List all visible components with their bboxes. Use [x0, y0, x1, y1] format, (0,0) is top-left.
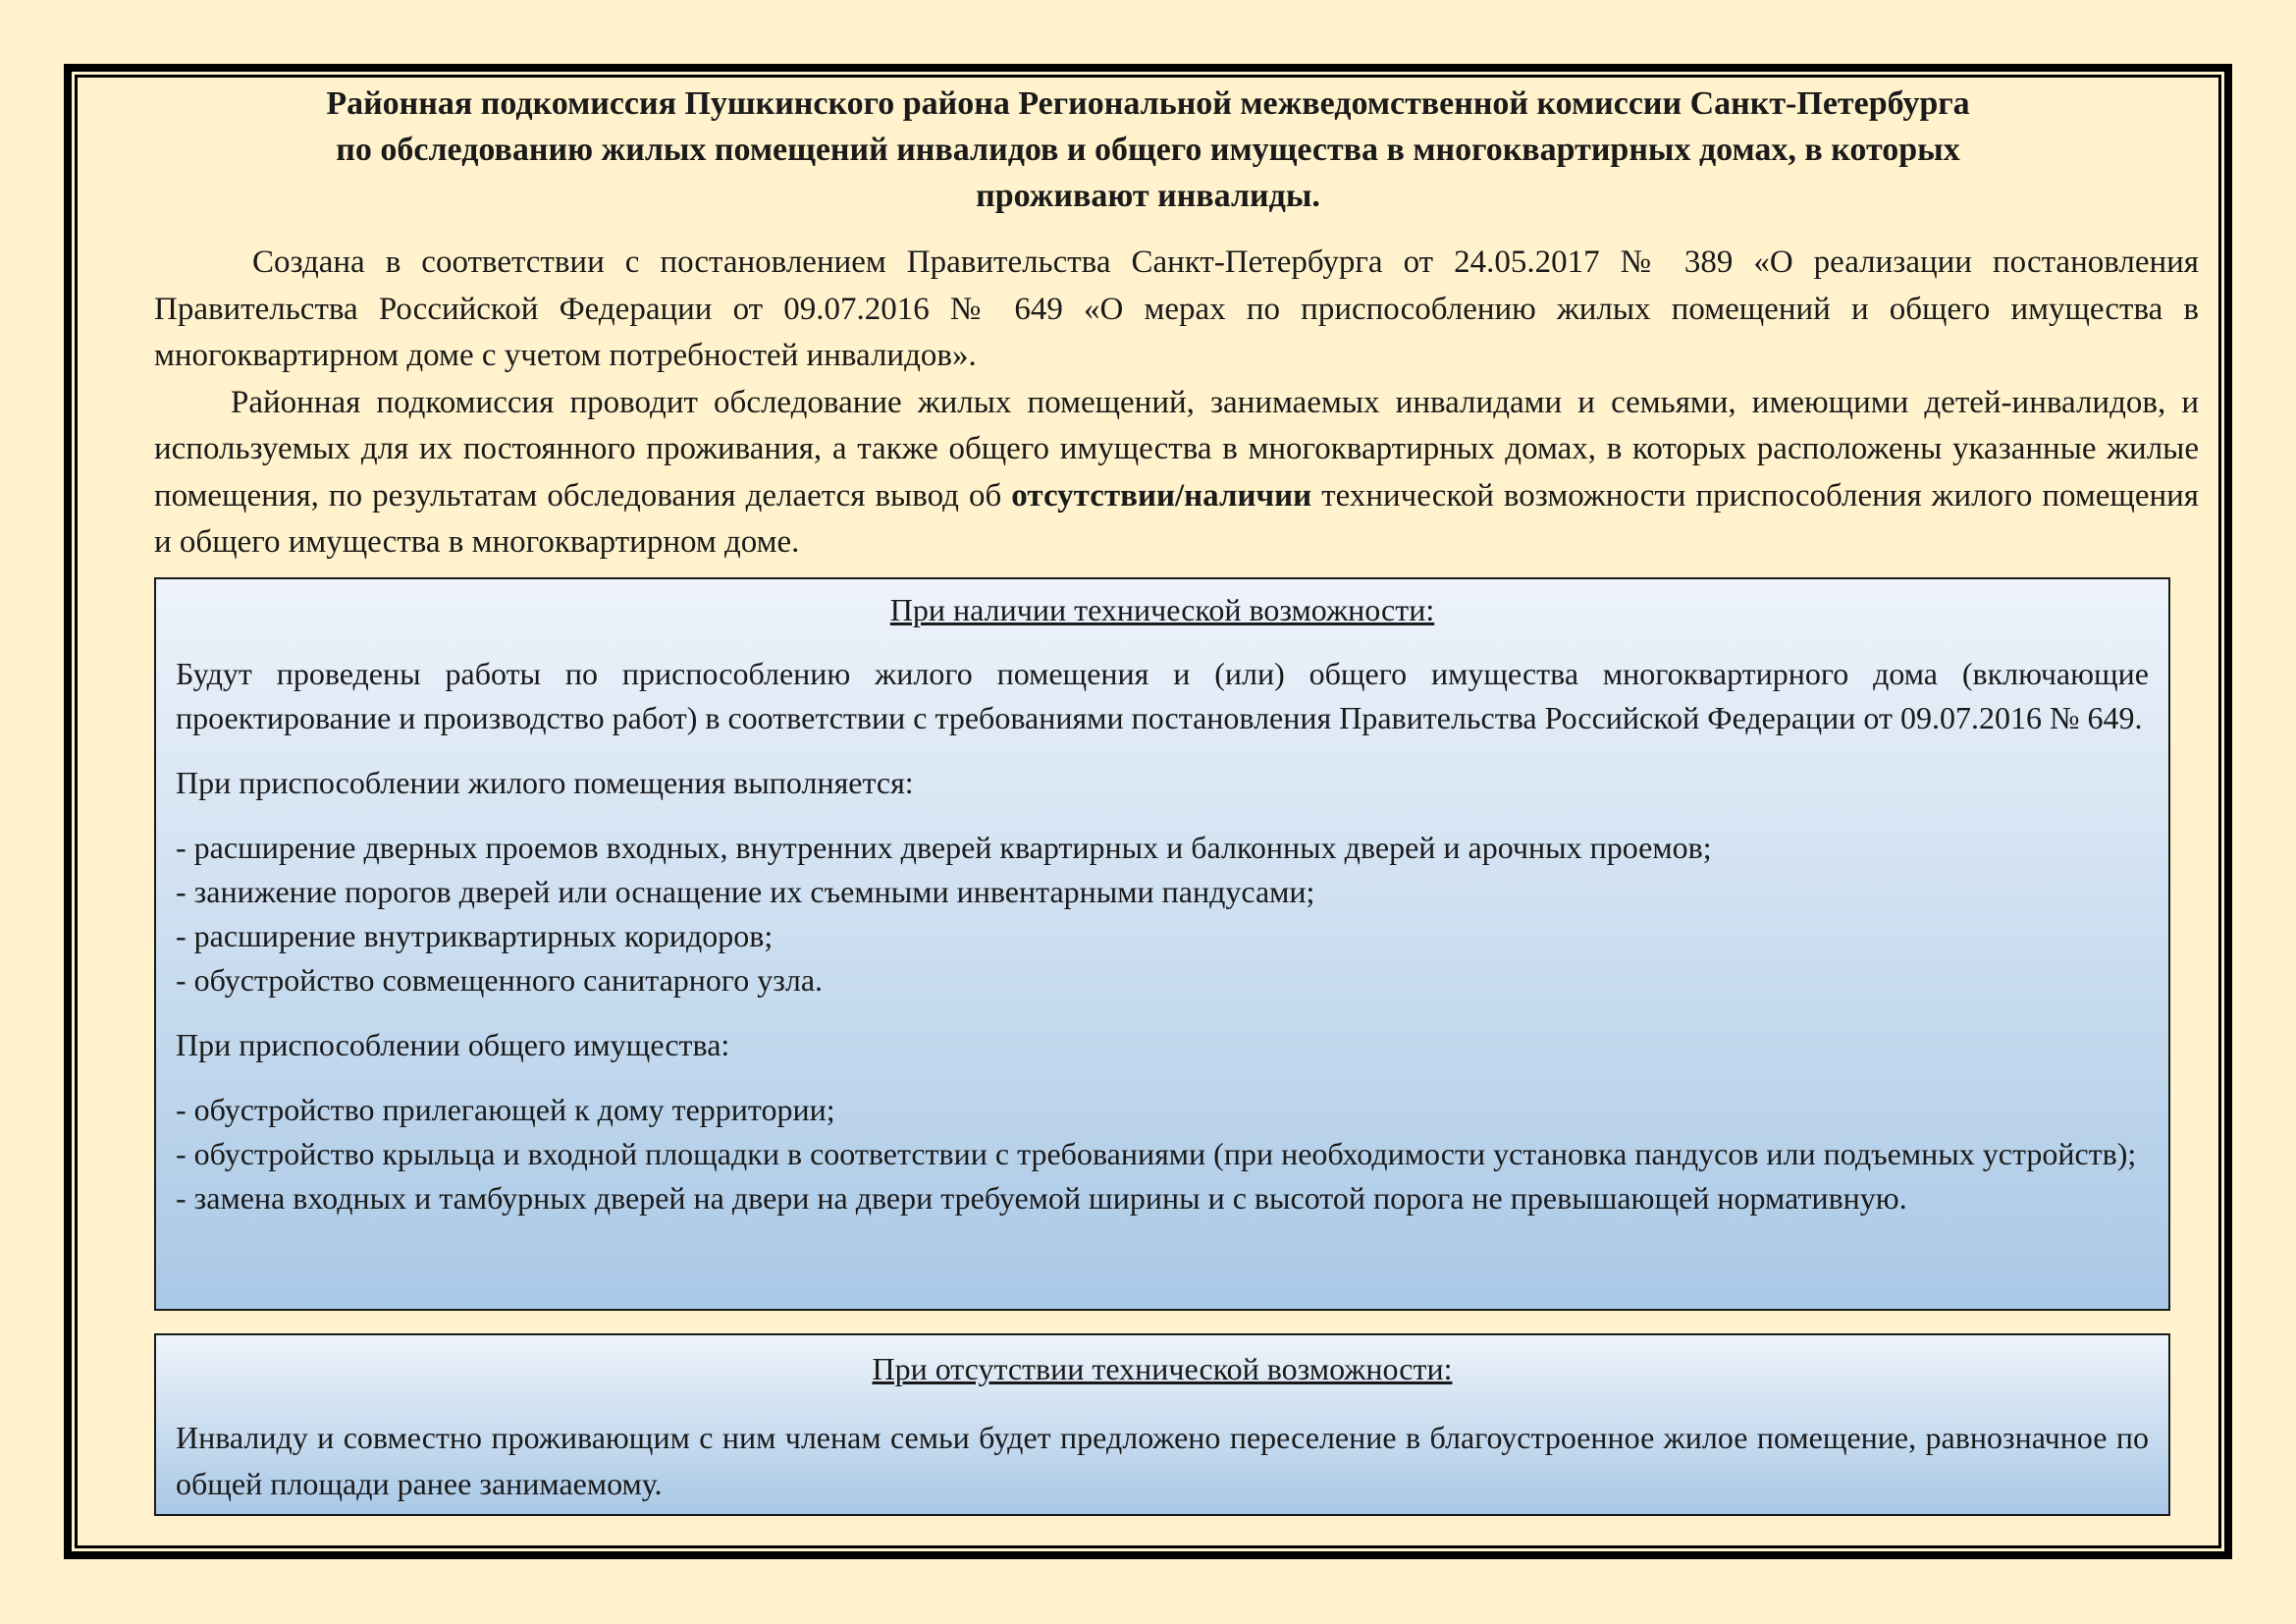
intro-paragraph-2-tail: технической возможности приспособления жилого помещения и общего имущества в многоквартирном доме. [154, 477, 2199, 560]
intro-paragraph-1: Создана в соответствии с постановлением Правительства Санкт-Петербурга от 24.05.2017 № 389 «О реализации постановления Правительства Российской Федерации от 09.07.2016 № 649 «О мерах по приспособлению жилых помещений и общего имущества в многоквартирном доме с учетом потребностей инвалидов». [154, 244, 2199, 373]
intro-paragraph-2-bold: отсутствии/наличии [1011, 477, 1312, 514]
list-item: - расширение дверных проемов входных, внутренних дверей квартирных и балконных дверей и арочных проемов; [176, 830, 1712, 865]
intro-section [154, 240, 2199, 567]
no-technical-possibility-heading: При отсутствии технической возможности: [872, 1351, 1453, 1386]
technical-possibility-paragraph: Будут проведены работы по приспособлению жилого помещения и (или) общего имущества многоквартирного дома (включающие проектирование и производство работ) в соответствии с требованиями постановления Правительства Российской Федерации от 09.07.2016 № 649. [176, 656, 2149, 735]
list-item: - замена входных и тамбурных дверей на двери на двери требуемой ширины и с высотой порога не превышающей нормативную. [176, 1180, 1907, 1216]
list-item: - расширение внутриквартирных коридоров; [176, 918, 774, 953]
dwelling-adaptation-heading: При приспособлении жилого помещения выполняется: [176, 765, 914, 800]
common-property-list [176, 1088, 2149, 1220]
technical-possibility-box [154, 577, 2170, 1311]
list-item: - обустройство крыльца и входной площадки в соответствии с требованиями (при необходимости установка пандусов или подъемных устройств); [176, 1136, 2137, 1171]
list-item: - обустройство прилегающей к дому территории; [176, 1092, 835, 1127]
technical-possibility-heading: При наличии технической возможности: [889, 592, 1435, 627]
no-technical-possibility-paragraph: Инвалиду и совместно проживающим с ним членам семьи будет предложено переселение в благоустроенное жилое помещение, равнозначное по общей площади ранее занимаемому. [176, 1420, 2149, 1501]
list-item: - обустройство совмещенного санитарного узла. [176, 962, 824, 998]
intro-paragraph-2-text: Районная подкомиссия проводит обследование жилых помещений, занимаемых инвалидами и семьями, имеющими детей-инвалидов, и используемых для их постоянного проживания, а также общего имущества в многоквартирных домах, в которых расположены указанные жилые помещения, по результатам обследования делается вывод об [154, 384, 2199, 514]
page-title [157, 81, 2139, 219]
title-line-3: проживают инвалиды. [976, 178, 1320, 214]
title-line-1: Районная подкомиссия Пушкинского района Региональной межведомственной комиссии Санкт-Петербурга [326, 85, 1970, 122]
intro-paragraph-2 [154, 380, 2199, 567]
common-property-heading: При приспособлении общего имущества: [176, 1027, 730, 1062]
dwelling-adaptation-list [176, 826, 2149, 1002]
no-technical-possibility-box [154, 1333, 2170, 1516]
list-item: - занижение порогов дверей или оснащение их съемными инвентарными пандусами; [176, 874, 1315, 909]
title-line-2: по обследованию жилых помещений инвалидов и общего имущества в многоквартирных домах, в которых [336, 132, 1960, 168]
